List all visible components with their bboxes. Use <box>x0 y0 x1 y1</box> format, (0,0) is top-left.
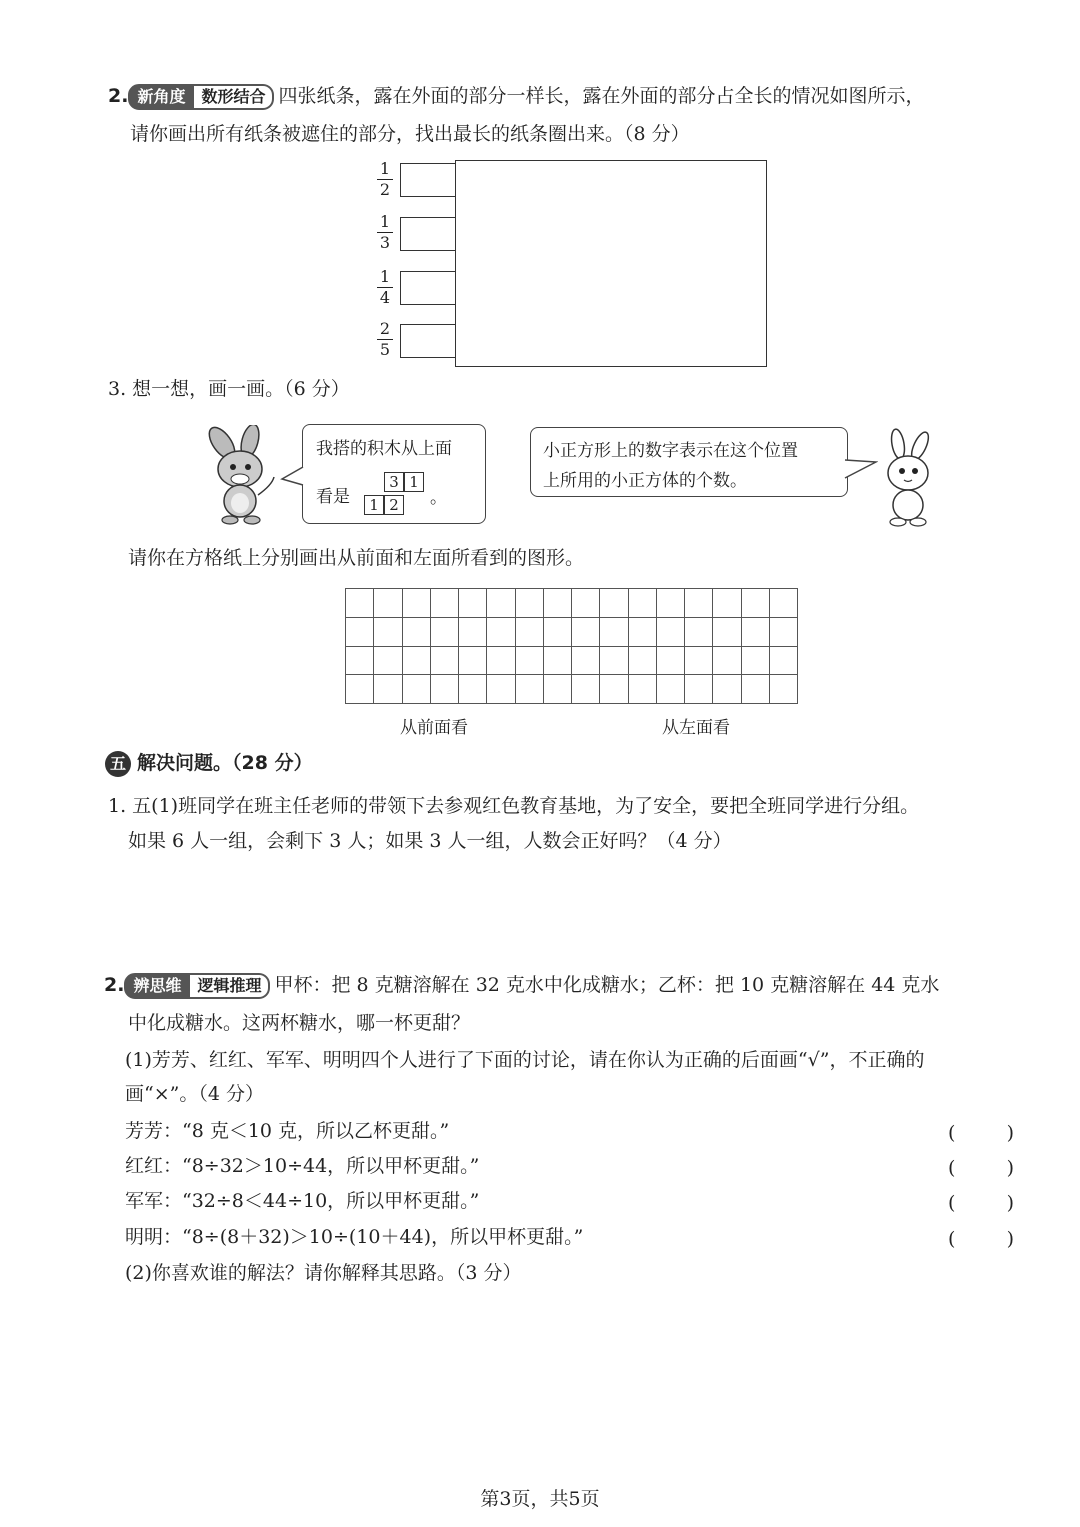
fraction-third: 1 3 <box>375 213 395 252</box>
grid-cell[interactable] <box>403 618 431 647</box>
top-view-cell: 1 <box>404 472 424 492</box>
grid-cell[interactable] <box>629 647 657 676</box>
rabbit-left-illustration <box>200 425 280 525</box>
grid-cell[interactable] <box>487 589 515 618</box>
grid-cell[interactable] <box>431 589 459 618</box>
grid-cell[interactable] <box>403 675 431 704</box>
speech-bubble-right <box>530 427 848 497</box>
grid-cell[interactable] <box>713 589 741 618</box>
speech-bubble-right-tail <box>844 458 878 484</box>
p1-line1: 1. 五(1)班同学在班主任老师的带领下去参观红色教育基地，为了安全，要把全班同学进行分组。 <box>108 795 920 817</box>
page-footer: 第3页，共5页 <box>480 1488 600 1510</box>
statement-junjun: 军军：“32÷8＜44÷10，所以甲杯更甜。” <box>125 1190 480 1212</box>
grid-cell[interactable] <box>713 675 741 704</box>
top-view-cell: 3 <box>384 472 404 492</box>
grid-cell[interactable] <box>600 675 628 704</box>
p1-line2: 如果 6 人一组，会剩下 3 人；如果 3 人一组，人数会正好吗？（4 分） <box>128 830 732 852</box>
grid-cell[interactable] <box>516 618 544 647</box>
strip-1[interactable] <box>400 163 455 197</box>
statement-fangfang: 芳芳：“8 克＜10 克，所以乙杯更甜。” <box>125 1120 450 1142</box>
grid-cell[interactable] <box>629 589 657 618</box>
grid-cell[interactable] <box>713 647 741 676</box>
grid-cell[interactable] <box>431 647 459 676</box>
fraction-half: 1 2 <box>375 160 395 199</box>
rabbit-right-illustration <box>876 428 944 528</box>
bubble-left-end: 。 <box>430 488 447 508</box>
grid-cell[interactable] <box>374 618 402 647</box>
grid-cell[interactable] <box>544 675 572 704</box>
grid-cell[interactable] <box>770 589 798 618</box>
fraction-quarter: 1 4 <box>375 268 395 307</box>
grid-cell[interactable] <box>403 647 431 676</box>
speech-bubble-left <box>302 424 486 524</box>
p2-sub2: (2)你喜欢谁的解法？请你解释其思路。（3 分） <box>125 1262 522 1284</box>
grid-cell[interactable] <box>685 589 713 618</box>
label-left-view: 从左面看 <box>662 718 730 738</box>
grid-cell[interactable] <box>459 647 487 676</box>
strip-2[interactable] <box>400 217 455 251</box>
grid-cell[interactable] <box>657 647 685 676</box>
grid-cell[interactable] <box>487 618 515 647</box>
grid-cell[interactable] <box>657 589 685 618</box>
section-5-heading <box>105 751 313 777</box>
strip-4[interactable] <box>400 324 455 358</box>
p2-tag-logic: 逻辑推理 <box>190 973 270 999</box>
p2-tag-thinking: 辨思维 <box>124 973 190 999</box>
grid-cell[interactable] <box>572 618 600 647</box>
grid-cell[interactable] <box>742 675 770 704</box>
grid-cell[interactable] <box>403 589 431 618</box>
grid-cell[interactable] <box>544 589 572 618</box>
statement-honghong: 红红：“8÷32＞10÷44，所以甲杯更甜。” <box>125 1155 480 1177</box>
cover-rectangle[interactable] <box>455 160 767 367</box>
grid-cell[interactable] <box>374 589 402 618</box>
grid-cell[interactable] <box>346 618 374 647</box>
grid-cell[interactable] <box>685 675 713 704</box>
grid-cell[interactable] <box>600 589 628 618</box>
q2-header <box>108 84 925 110</box>
p2-header <box>104 973 939 999</box>
grid-cell[interactable] <box>770 647 798 676</box>
grid-cell[interactable] <box>544 647 572 676</box>
q3-title: 3. 想一想，画一画。（6 分） <box>108 378 350 400</box>
grid-cell[interactable] <box>346 647 374 676</box>
grid-cell[interactable] <box>657 618 685 647</box>
grid-cell[interactable] <box>685 647 713 676</box>
label-front-view: 从前面看 <box>400 718 468 738</box>
top-view-cell: 1 <box>364 495 384 515</box>
p2-text-line1: 甲杯：把 8 克糖溶解在 32 克水中化成糖水；乙杯：把 10 克糖溶解在 44 克水 <box>274 974 940 996</box>
grid-cell[interactable] <box>572 675 600 704</box>
q2-tag-new-angle: 新角度 <box>128 84 194 110</box>
q2-number: 2. <box>108 85 129 107</box>
q2-text-line2: 请你画出所有纸条被遮住的部分，找出最长的纸条圈出来。（8 分） <box>130 123 690 145</box>
p2-text-line2: 中化成糖水。这两杯糖水，哪一杯更甜？ <box>128 1012 471 1034</box>
section-number-icon: 五 <box>105 751 131 777</box>
grid-cell[interactable] <box>742 618 770 647</box>
grid-cell[interactable] <box>770 675 798 704</box>
grid-cell[interactable] <box>572 589 600 618</box>
grid-cell[interactable] <box>487 675 515 704</box>
p2-number: 2. <box>104 974 125 996</box>
p2-sub1-line1: (1)芳芳、红红、军军、明明四个人进行了下面的讨论，请在你认为正确的后面画“√”，不正确的 <box>125 1049 925 1071</box>
grid-cell[interactable] <box>374 647 402 676</box>
grid-cell[interactable] <box>346 589 374 618</box>
grid-cell[interactable] <box>600 647 628 676</box>
bubble-left-line1: 我搭的积木从上面 <box>316 439 452 459</box>
statement-mingming: 明明：“8÷(8＋32)＞10÷(10＋44)，所以甲杯更甜。” <box>125 1226 584 1248</box>
grid-cell[interactable] <box>544 618 572 647</box>
grid-cell[interactable] <box>487 647 515 676</box>
grid-cell[interactable] <box>516 675 544 704</box>
grid-cell[interactable] <box>459 675 487 704</box>
q3-instruction: 请你在方格纸上分别画出从前面和左面所看到的图形。 <box>128 547 585 569</box>
q2-tag-number-shape: 数形结合 <box>194 84 274 110</box>
grid-cell[interactable] <box>713 618 741 647</box>
section-5-title: 解决问题。（28 分） <box>137 752 313 774</box>
grid-cell[interactable] <box>572 647 600 676</box>
speech-bubble-left-tail <box>280 465 304 489</box>
grid-cell[interactable] <box>742 589 770 618</box>
top-view-cell: 2 <box>384 495 404 515</box>
grid-cell[interactable] <box>770 618 798 647</box>
bubble-right-line2: 上所用的小正方体的个数。 <box>543 471 747 491</box>
grid-cell[interactable] <box>742 647 770 676</box>
grid-cell[interactable] <box>629 675 657 704</box>
drawing-grid[interactable] <box>345 588 798 704</box>
grid-cell[interactable] <box>516 647 544 676</box>
grid-cell[interactable] <box>629 618 657 647</box>
grid-cell[interactable] <box>657 675 685 704</box>
p2-sub1-line2: 画“×”。（4 分） <box>125 1083 264 1105</box>
bubble-left-line2: 看是 <box>316 487 350 507</box>
q2-text-line1: 四张纸条，露在外面的部分一样长，露在外面的部分占全长的情况如图所示， <box>278 85 925 107</box>
grid-cell[interactable] <box>431 618 459 647</box>
grid-cell[interactable] <box>685 618 713 647</box>
grid-cell[interactable] <box>346 675 374 704</box>
bubble-right-line1: 小正方形上的数字表示在这个位置 <box>543 441 798 461</box>
grid-cell[interactable] <box>431 675 459 704</box>
grid-cell[interactable] <box>459 589 487 618</box>
grid-cell[interactable] <box>600 618 628 647</box>
grid-cell[interactable] <box>459 618 487 647</box>
strip-3[interactable] <box>400 271 455 305</box>
grid-cell[interactable] <box>516 589 544 618</box>
grid-cell[interactable] <box>374 675 402 704</box>
fraction-two-fifths: 2 5 <box>375 320 395 359</box>
